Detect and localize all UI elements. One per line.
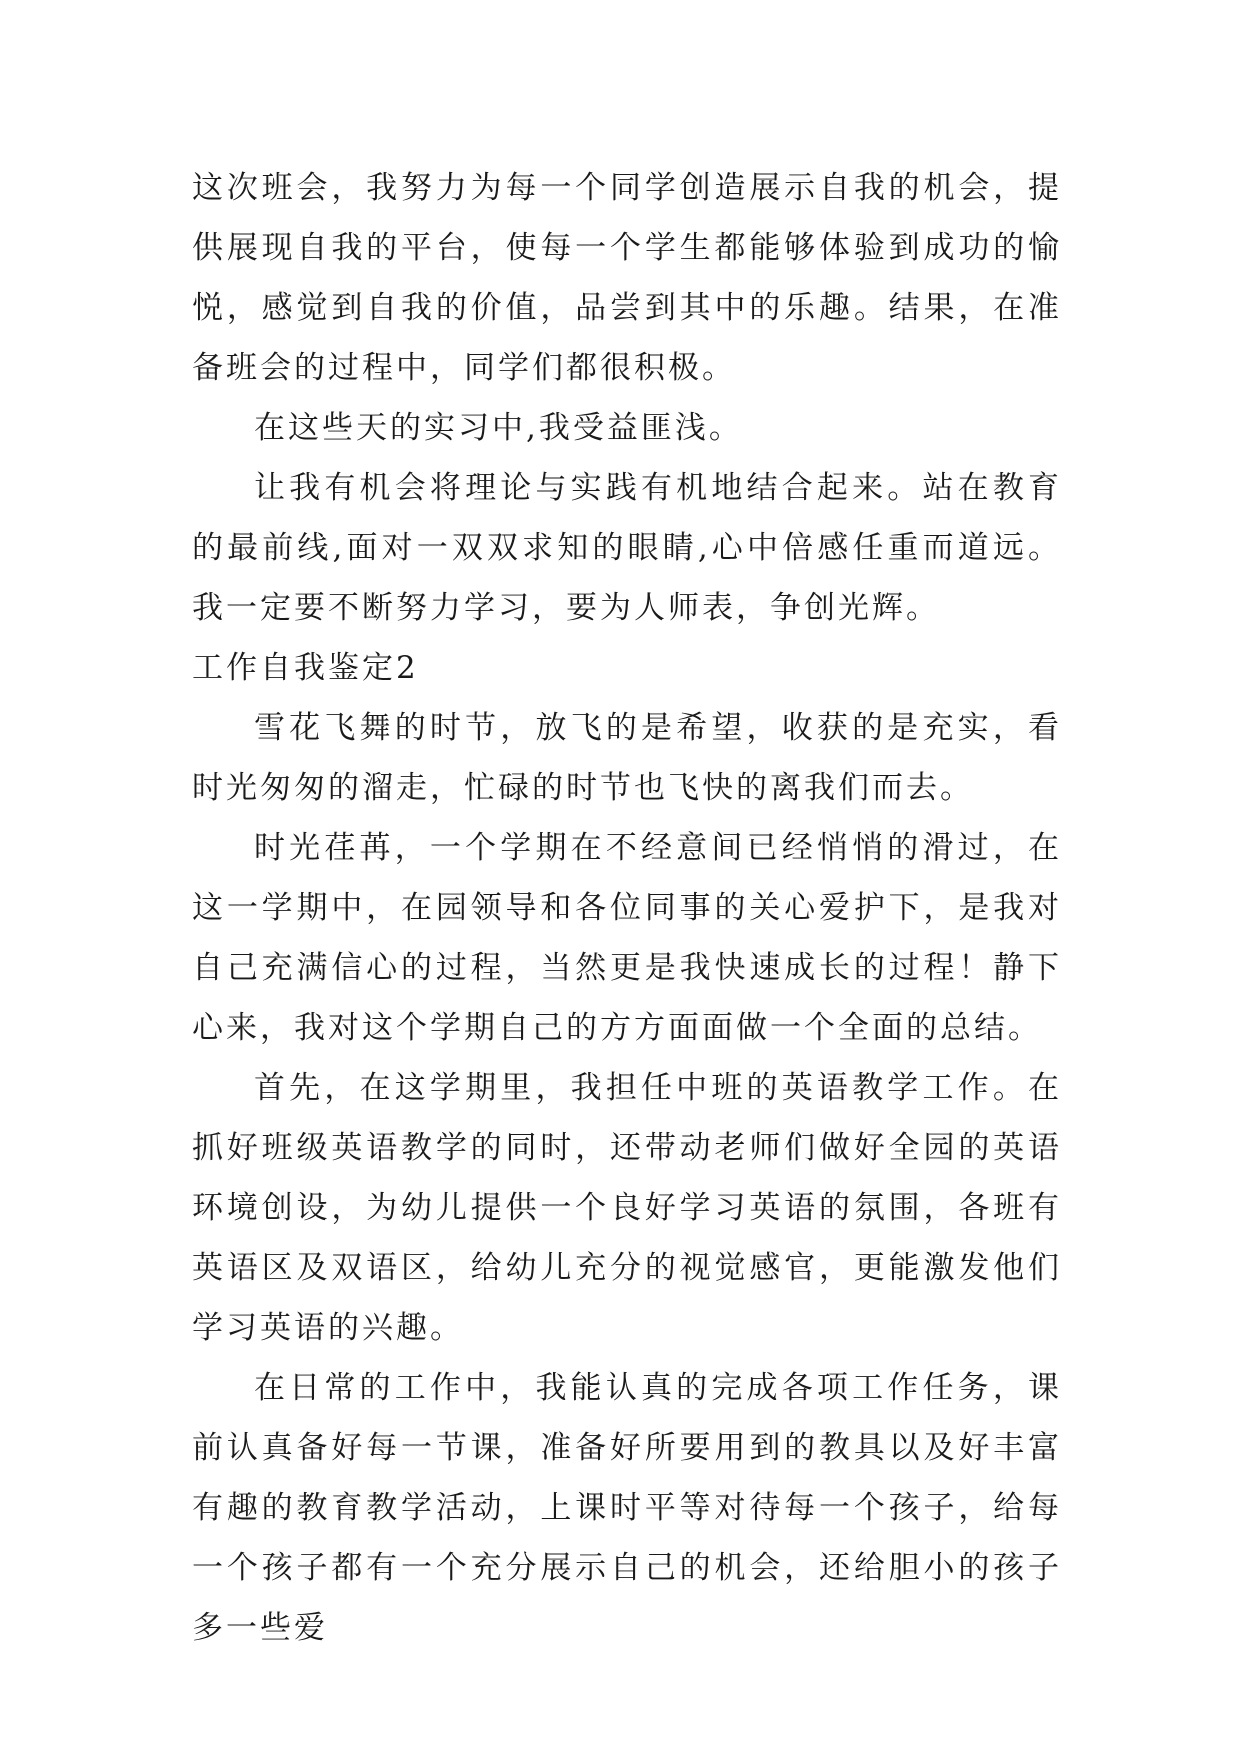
paragraph-semester-summary: 时光荏苒，一个学期在不经意间已经悄悄的滑过，在这一学期中，在园领导和各位同事的关心爱护下，是我对自己充满信心的过程，当然更是我快速成长的过程！静下心来，我对这个学期自己的方方面面做一个全面的总结。 xyxy=(192,830,1062,1046)
paragraph-snow-season: 雪花飞舞的时节，放飞的是希望，收获的是充实，看时光匆匆的溜走，忙碌的时节也飞快的离我们而去。 xyxy=(192,710,1062,806)
section-heading: 工作自我鉴定2 xyxy=(192,650,419,686)
paragraph-daily-work: 在日常的工作中，我能认真的完成各项工作任务，课前认真备好每一节课，准备好所要用到的教具以及好丰富有趣的教育教学活动，上课时平等对待每一个孩子，给每一个孩子都有一个充分展示自己的机会，还给胆小的孩子多一些爱 xyxy=(192,1370,1062,1646)
paragraph-theory-practice: 让我有机会将理论与实践有机地结合起来。站在教育的最前线,面对一双双求知的眼睛,心中倍感任重而道远。我一定要不断努力学习，要为人师表，争创光辉。 xyxy=(192,470,1062,626)
paragraph-internship-benefit: 在这些天的实习中,我受益匪浅。 xyxy=(254,410,743,446)
paragraph-english-teaching: 首先，在这学期里，我担任中班的英语教学工作。在抓好班级英语教学的同时，还带动老师们做好全园的英语环境创设，为幼儿提供一个良好学习英语的氛围，各班有英语区及双语区，给幼儿充分的视觉感官，更能激发他们学习英语的兴趣。 xyxy=(192,1070,1062,1346)
document-body xyxy=(192,158,1062,1658)
paragraph-class-meeting: 这次班会，我努力为每一个同学创造展示自我的机会，提供展现自我的平台，使每一个学生都能够体验到成功的愉悦，感觉到自我的价值，品尝到其中的乐趣。结果，在准备班会的过程中，同学们都很积极。 xyxy=(192,170,1062,386)
